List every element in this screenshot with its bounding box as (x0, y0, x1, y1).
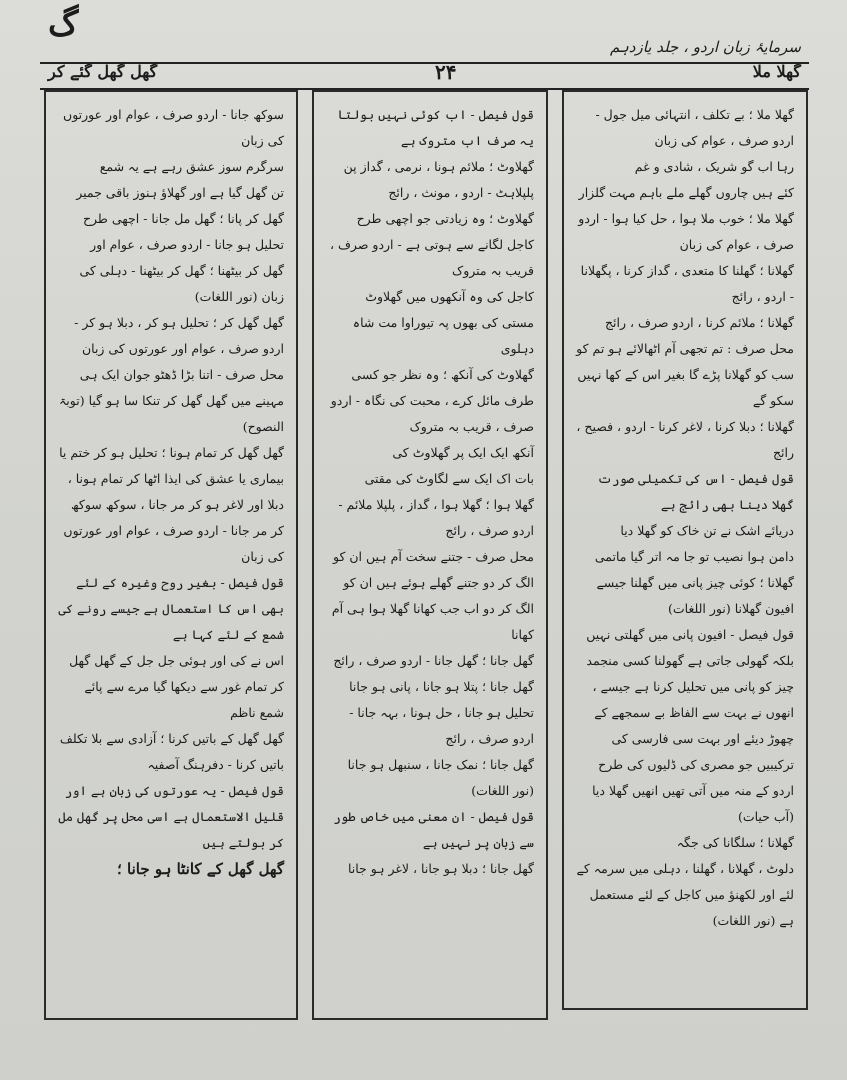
entry: گھلا ہوا ؛ گھلا ہوا ، گداز ، پلپلا ملائم - اردو صرف ، رائج (338, 497, 534, 538)
entry: اس نے کی اور ہوئی جل جل کے گھل گھل کر تمام غور سے دیکھا گیا مرے سے پائے شمع ناظم (69, 653, 284, 720)
entry: گھلانا ؛ ملائم کرنا ، اردو صرف ، رائج (604, 315, 794, 330)
column-right (562, 90, 808, 1010)
entry: گھل گھل کر ؛ تحلیل ہو کر ، دبلا ہو کر - اردو صرف ، عوام اور عورتوں کی زبان (74, 315, 284, 356)
entry: آنکھ ایک ایک پر گھلاوٹ کی (392, 445, 534, 460)
entry: قول فیصل - اب کوئی نہیں بولتا یہ صرف اب متروک ہے (337, 107, 534, 148)
entry: گھلا ملا ؛ بے تکلف ، انتہائی میل جول - اردو صرف ، عوام کی زبان (595, 107, 794, 148)
entry: رہا اب گو شریک ، شادی و غم (634, 159, 794, 174)
entry: گھلانا ؛ دبلا کرنا ، لاغر کرنا - اردو ، فصیح ، رائج (576, 419, 794, 460)
entry: سرگرم سوز عشق رہے ہے یہ شمع (99, 159, 284, 174)
entry: محل صرف : تم تجھی آم اٹھالائے ہو تم کو سب کو گھلانا پڑے گا بغیر اس کے کھا نہیں سکو گے (576, 341, 794, 408)
entry: سوکھ جانا - اردو صرف ، عوام اور عورتوں کی زبان (63, 107, 284, 148)
entry: گھل گھل کے باتیں کرنا ؛ آزادی سے بلا تکلف باتیں کرنا - دفرہنگ آصفیہ (59, 731, 284, 772)
running-head-left: گھل گھل گئے کر (48, 62, 158, 81)
entry: قول فیصل - یہ عورتوں کی زبان ہے اور قلیل الاستعمال ہے اسی محل پر گھل مل کر بولتے ہیں (58, 783, 284, 850)
entry: گھلانا ؛ کوئی چیز پانی میں گھلنا جیسے افیون گھلانا (نور اللغات) (596, 575, 794, 616)
entry: گھلا ملا ؛ خوب ملا ہوا ، حل کیا ہوا - اردو صرف ، عوام کی زبان (578, 211, 794, 252)
entry: دریائے اشک نے تن خاک کو گھلا دیا (620, 523, 794, 538)
page-number: ۲۴ (435, 60, 457, 84)
entry: گھل جانا ؛ گھل جانا - اردو صرف ، رائج (333, 653, 534, 668)
entry: قول فیصل - بغیر روح وغیرہ کے لئے بھی اس کا استعمال ہے جیسے رونے کی شمع کے لئے کہا ہے (58, 575, 284, 642)
column-middle (312, 90, 548, 1020)
entry: تن گھل گیا ہے اور گھلاؤ ہنوز باقی جمیر (76, 185, 284, 200)
entry: گھل جانا ؛ نمک جانا ، سنبھل ہو جانا (نور اللغات) (347, 757, 534, 798)
entry: گھلاوٹ ؛ وہ زیادتی جو اچھی طرح کاجل لگانے سے ہوتی ہے - اردو صرف ، قریب بہ متروک (329, 211, 534, 278)
entry: قول فیصل - اس کی تکمیلی صورت گھلا دینا بھی رائج ہے (597, 471, 794, 512)
entry: گھلانا ؛ سلگانا کی جگہ (676, 835, 794, 850)
column-left (44, 90, 298, 1020)
entry: بات اک ایک سے لگاوٹ کی مقتی (364, 471, 534, 486)
entry: گھلانا ؛ گھلنا کا متعدی ، گداز کرنا ، پگھلانا - اردو ، رائج (580, 263, 794, 304)
entry: محل صرف - اتنا بڑا ڈھٹو جوان ایک ہی مہینے میں گھل گھل کر تنکا سا ہو گیا (توبۃ النصوح) (58, 367, 284, 434)
entry: قول فیصل - ان معنی میں خاص طور سے زبان پر نہیں ہے (333, 809, 534, 850)
entry: گھلاوٹ کی آنکھ ؛ وہ نظر جو کسی طرف مائل کرے ، محبت کی نگاہ - اردو صرف ، قریب بہ متروک (330, 367, 534, 434)
entry: دلوٹ ، گھلانا ، گھلنا ، دہلی میں سرمہ کے لئے اور لکھنؤ میں کاجل کے لئے مستعمل ہے (نور اللغات) (576, 861, 794, 928)
entry: گھل کر بیٹھنا ؛ گھل کر بیٹھنا - دہلی کی زبان (نور اللغات) (79, 263, 284, 304)
entry: گھل گھل کے کانٹا ہو جانا ؛ (117, 860, 284, 878)
entry: کئے ہیں چاروں گھلے ملے باہم مہت گلزار (578, 185, 794, 200)
entry: گھل گھل کر تمام ہونا ؛ تحلیل ہو کر ختم یا بیماری یا عشق کی ایذا اٹھا کر تمام ہونا ، دبلا اور لاغر ہو کر مر جانا ، سوکھ سوکھ کر مر جانا - اردو صرف ، عوام اور عورتوں کی زبان (59, 445, 284, 564)
entry: مستی کی بھوں پہ تیوراوا مت شاہ دہلوی (352, 315, 534, 356)
entry: قول فیصل - افیون پانی میں گھلتی نہیں بلکہ گھولی جاتی ہے گھولنا کسی منجمد چیز کو پانی میں تحلیل کرنا ہے جیسے ، انھوں نے بہت سے الفاظ بے سمجھے کے چھوڑ دیئے اور بہت سی فارسی کی ترکیبیں جو مصری کی ڈلیوں کی طرح اردو کے منہ میں آتی تھیں انھیں گھلا دیا (آب حیات) (586, 627, 794, 824)
entry: گھل کر پانا ؛ گھل مل جانا - اچھی طرح تحلیل ہو جانا - اردو صرف ، عوام اور (82, 211, 284, 252)
entry: دامن ہوا نصیب تو جا مہ اتر گیا ماتمی (594, 549, 794, 564)
section-letter: گ (48, 4, 79, 44)
entry: گھل جانا ؛ پتلا ہو جانا ، پانی ہو جانا تحلیل ہو جانا ، حل ہونا ، بہہ جانا - اردو صرف ، رائج (349, 679, 534, 746)
entry: محل صرف - جتنے سخت آم ہیں ان کو الگ کر دو جتنے گھلے ہوئے ہیں ان کو الگ کر دو اب جب کھانا گھلا ہوا ہی آم کھانا (331, 549, 534, 642)
entry: گھل جانا ؛ دبلا ہو جانا ، لاغر ہو جانا (347, 861, 534, 876)
running-head-right: گھلا ملا (752, 62, 801, 81)
page-header (40, 36, 809, 90)
entry: گھلاوٹ ؛ ملائم ہونا ، نرمی ، گداز پن پلپلاہٹ - اردو ، مونث ، رائج (343, 159, 534, 200)
entry: کاجل کی وہ آنکھوں میں گھلاوٹ (365, 289, 534, 304)
series-title: سرمایۂ زبان اردو ، جلد یازدہم (610, 38, 801, 56)
